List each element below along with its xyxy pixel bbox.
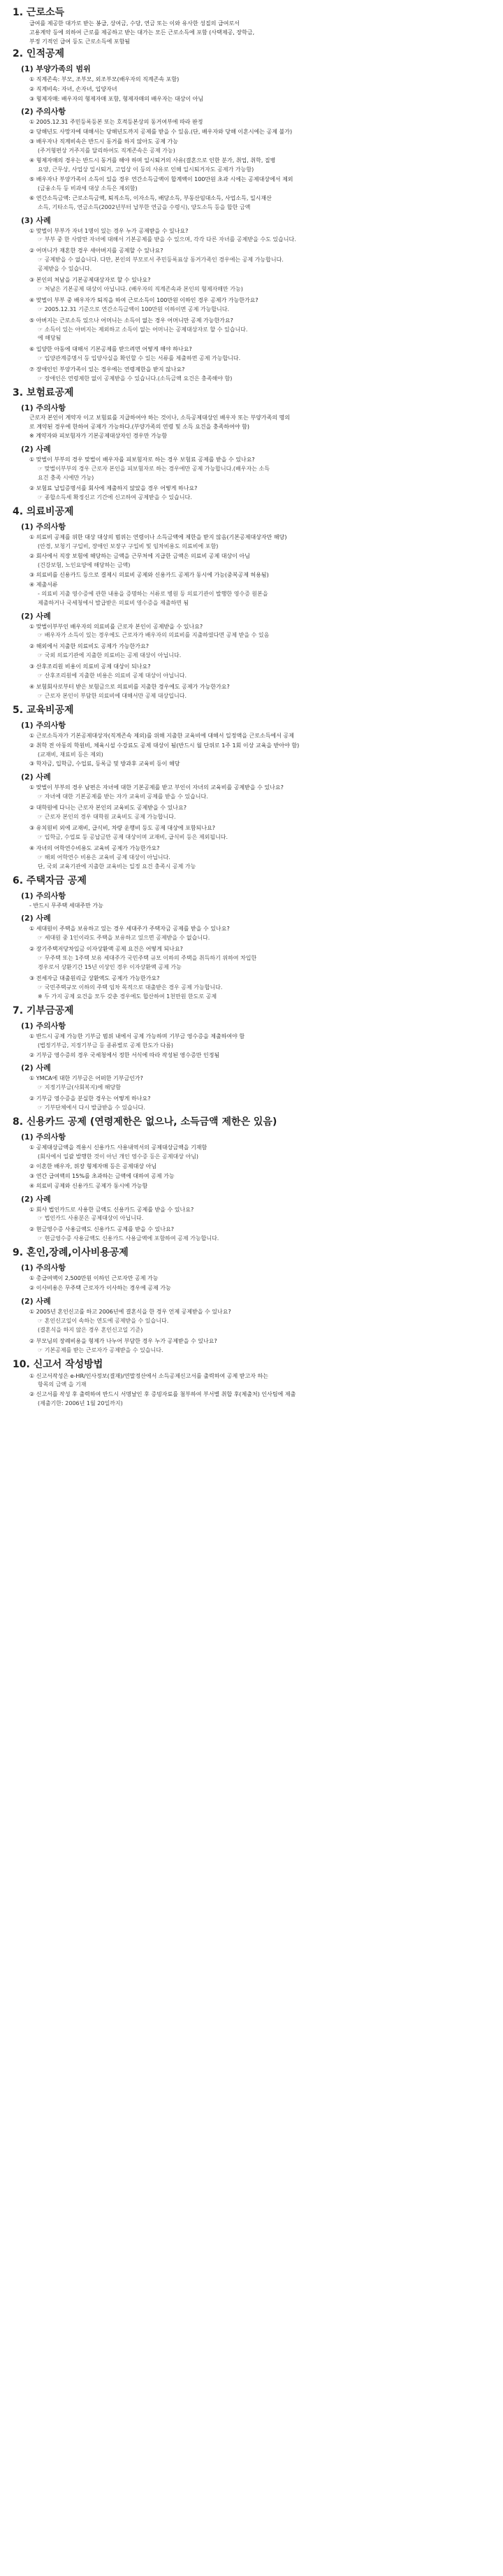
item-text: ② 신고서를 작성 후 출력하여 반드시 서명날인 후 증빙자료를 첨부하여 부서별 취합 후(제출처) 인사팀에 제출 [29,1391,296,1398]
question: ① 회사 법인카드로 사용한 금액도 신용카드 공제를 받을 수 있나요? [29,1206,194,1213]
question: ⑤ 아버지는 근로소득 있으나 어머니는 소득이 없는 경우 어머니만 공제 가능한가요? [29,317,233,324]
section-title: 1. 근로소득 [13,7,65,18]
subsection-lead [13,414,492,441]
item-note: 항목의 금액 을 기재 [38,1381,87,1388]
list-item [29,760,492,769]
lead-line: 부정 기적인 급여 등도 근로소득에 포함됨 [29,38,131,45]
question: ⑥ 입양한 아동에 대해서 기본공제를 받으려면 어떻게 해야 하나요? [29,346,192,353]
qa-list [13,623,492,701]
qa-item [29,642,492,661]
question: ④ 자녀의 어학연수비용도 교육비 공제가 가능한가요? [29,844,160,851]
list-item [29,732,492,741]
section-title: 8. 신용카드 공제 (연령제한은 없으나, 소득금액 제한은 있음) [13,1116,277,1128]
qa-item [29,366,492,384]
subsection-title: (1) 주의사항 [21,522,66,532]
answer: ☞ 해외 어학연수 비용은 교육비 공제 대상이 아닙니다. [38,854,170,861]
question: ③ 산후조리원 비용이 의료비 공제 대상이 되나요? [29,663,151,670]
item-text: ② 기부금 영수증의 경우 국세청에서 정한 서식에 따라 작성된 영수증만 인정됨 [29,1051,220,1058]
qa-item [29,484,492,503]
qa-item [29,1095,492,1113]
lead-line: 급여를 제공한 대가로 받는 봉급, 상여금, 수당, 연금 또는 이와 유사한 성질의 급여로서 [29,20,240,27]
list-item [29,118,492,127]
answer: ☞ 근로자 본인의 경우 대학원 교육비도 공제 가능합니다. [38,814,176,821]
question: ② 어머니가 재혼한 경우 새아버지를 공제할 수 있나요? [29,247,163,254]
subsection-title: (1) 주의사항 [21,720,66,730]
item-text: ③ 의료비를 신용카드 등으로 결제시 의료비 공제와 신용카드 공제가 동시에 가능(중복공제 허용됨) [29,571,269,578]
lead-line: ※ 계약자와 피보험자가 기본공제대상자인 경우만 가능함 [29,432,168,439]
answer: ☞ 혼인신고일이 속하는 연도에 공제받을 수 있습니다. [38,1317,169,1324]
item-note: (안경, 보청기 구입비, 장애인 보장구 구입비 및 임차비용도 의료비에 포함) [38,543,219,550]
question: ① 맞벌이 부부의 경우 남편은 자녀에 대한 기본공제를 받고 부인이 자녀의 교육비를 공제받을 수 있나요? [29,784,284,791]
qa-item [29,945,492,972]
answer: ☞ 부부 중 한 사람만 자녀에 대해서 기본공제를 받을 수 있으며, 각각 다른 자녀를 공제받을 수도 있습니다. [38,236,296,243]
subsection-title: (1) 주의사항 [21,1263,66,1273]
item-note: (건강보험, 노인요양에 해당하는 금액) [38,561,131,568]
item-list [13,75,492,104]
item-text: ④ 형제자매의 경우는 반드시 동거를 해야 하며 일시퇴거의 사유(결혼으로 인한 분가, 취업, 취학, 질병 [29,157,276,164]
qa-item [29,804,492,822]
qa-list [13,1206,492,1244]
qa-item [29,683,492,701]
section [13,703,492,872]
list-item [29,571,492,580]
item-note: 제출하거나 국세청에서 발급받은 의료비 영수증을 제출하면 됨 [38,599,189,606]
answer: ☞ 국민주택규모 이하의 주택 임차 목적으로 대출받은 경우 공제 가능합니다. [38,984,223,991]
list-item [29,194,492,213]
question: ② 대학원에 다니는 근로자 본인의 교육비도 공제받을 수 있나요? [29,805,187,812]
section [13,6,492,47]
question: ③ 본인의 처남을 기본공제대상자로 할 수 있나요? [29,277,151,284]
item-text: ③ 배우자나 직계비속은 반드시 동거를 하지 않아도 공제 가능 [29,138,178,145]
qa-item [29,1225,492,1244]
item-text: ② 취학 전 아동의 학원비, 체육시설 수강료도 공제 대상이 됨(반드시 월 단위로 1주 1회 이상 교육을 받아야 함) [29,742,300,749]
answer: ☞ 기본공제를 받는 근로자가 공제받을 수 있습니다. [38,1346,163,1353]
item-note: - 의료비 지출 영수증에 관한 내용을 증명하는 서류로 병원 등 의료기관이 발행한 영수증 원본을 [38,590,268,597]
answer: ☞ 공제받을 수 없습니다. 다만, 본인의 부모로서 주민등록표상 동거가족인 경우에는 공제 가능합니다. [38,257,284,264]
qa-list [13,1074,492,1113]
lead-line: 로 계약된 경우에 한하여 공제가 가능하다.(부양가족의 연령 및 소득 요건을 충족하여야 함) [29,423,249,430]
item-note: (제출기한: 2006년 1월 20일까지) [38,1400,123,1407]
item-note: 소득, 기타소득, 연금소득(2002년부터 납부한 연금을 수령시), 양도소득 등을 합한 금액 [38,203,251,210]
answer: ※ 두 가지 공제 요건을 모두 갖춘 경우에도 합산하여 1천만원 한도로 공제 [38,993,217,1000]
qa-item [29,227,492,245]
item-text: ③ 형제자매: 배우자의 형제자매 포함, 형제자매의 배우자는 대상이 아님 [29,95,204,102]
subsection-title: (1) 주의사항 [21,1132,66,1142]
answer: ☞ 소득이 있는 아버지는 제외하고 소득이 없는 어머니는 공제대상자로 할 수 있습니다. [38,326,248,333]
list-item [29,175,492,194]
section [13,1004,492,1113]
qa-item [29,345,492,364]
section [13,47,492,384]
answer: ☞ 현금영수증 사용금액도 신용카드 사용금액에 포함하여 공제 가능합니다. [38,1235,219,1242]
item-text: ① 반드시 공제 가능한 기부금 범위 내에서 공제 가능하며 기부금 영수증을 제출하여야 함 [29,1032,245,1039]
item-text: ⑤ 배우자나 부양가족이 소득이 있을 경우 연간소득금액이 합계액이 100만원 초과 시에는 공제대상에서 제외 [29,175,293,182]
section [13,1246,492,1355]
list-item [29,1032,492,1051]
answer: ☞ 법인카드 사용분은 공제대상이 아닙니다. [38,1215,144,1222]
item-note: (교재비, 재료비 등은 제외) [38,751,103,758]
question: ⑦ 장애인인 부양가족이 있는 경우에는 연령제한을 받지 않나요? [29,366,185,373]
subsection-title: (1) 부양가족의 범위 [21,64,91,73]
section-title: 2. 인적공제 [13,48,65,59]
item-list [13,1144,492,1191]
qa-item [29,1308,492,1335]
section [13,505,492,701]
qa-list [13,227,492,384]
answer: ☞ 기부단체에서 다시 발급받을 수 있습니다. [38,1104,145,1111]
list-item [29,1051,492,1060]
question: ③ 유치원비 외에 교재비, 급식비, 차량 운행비 등도 공제 대상에 포함되나요? [29,825,216,831]
item-list [13,1274,492,1293]
question: ② 현금영수증 사용금액도 신용카드 공제를 받을 수 있나요? [29,1226,174,1233]
qa-item [29,844,492,872]
subsection-title: (2) 사례 [21,444,51,454]
qa-list [13,784,492,871]
item-list [13,1372,492,1409]
item-text: ④ 의료비 공제와 신용카드 공제가 동시에 가능함 [29,1182,148,1189]
qa-item [29,1206,492,1224]
item-text: ⑥ 연간소득금액: 근로소득금액, 퇴직소득, 이자소득, 배당소득, 부동산임대소득, 사업소득, 일시재산 [29,194,272,201]
answer: ☞ 배우자가 소득이 있는 경우에도 근로자가 배우자의 의료비를 지출하였다면 공제 받을 수 있음 [38,632,270,639]
answer: 요건 충족 시에만 가능) [38,474,94,481]
lead-line: 근로자 본인이 계약자 이고 보험료를 지급하여야 하는 것이나, 소득공제대상인 배우자 또는 부양가족의 명의 [29,415,291,421]
item-text: ① 2005.12.31 주민등록등본 또는 호적등본상의 동거여부에 따라 판정 [29,119,203,126]
subsection-lead [13,902,492,911]
qa-item [29,1074,492,1093]
answer: ☞ 무주택 또는 1주택 보유 세대주가 국민주택 규모 이하의 주택을 취득하기 위하여 차입한 [38,955,257,962]
answer: ☞ 2005.12.31 기준으로 연간소득금액이 100만원 이하이면 공제 가능합니다. [38,305,230,312]
section-title: 4. 의료비공제 [13,506,74,518]
qa-item [29,456,492,483]
subsection-title: (2) 사례 [21,1297,51,1306]
question: ② 장기주택저당차입금 이자상환액 공제 요건은 어떻게 되나요? [29,946,183,953]
item-note: (법정기부금, 지정기부금 등 종류별로 공제 한도가 다름) [38,1042,174,1049]
answer: ☞ 맞벌이부부의 경우 근로자 본인을 피보험자로 하는 경우에만 공제 가능합니다.(배우자는 소득 [38,465,270,472]
answer: ☞ 세대원 중 1인이라도 주택을 보유하고 있으면 공제받을 수 없습니다. [38,935,210,942]
list-item [29,1274,492,1283]
qa-item [29,824,492,842]
item-text: ① 의료비 공제를 위한 대상 대상의 범위는 연령이나 소득금액에 제한을 받지 않음(기본공제대상자만 해당) [29,534,287,541]
item-text: ② 이사비용은 무주택 근로자가 이사하는 경우에 공제 가능 [29,1285,171,1292]
answer: ☞ 자녀에 대한 기본공제를 받는 자가 교육비 공제를 받을 수 있습니다. [38,793,208,800]
answer: ☞ 근로자 본인이 부담한 의료비에 대해서만 공제 대상입니다. [38,692,187,699]
lead-line: 고용계약 등에 의하여 근로를 제공하고 받는 대가는 모든 근로소득에 포함 (사택제공, 장학금, [29,29,255,36]
question: ④ 맞벌이 부부 중 배우자가 퇴직을 하여 근로소득이 100만원 이하인 경우 공제가 가능한가요? [29,296,258,303]
item-note: (회사에서 일괄 발행한 것이 아닌 개인 영수증 등은 공제대상 아님) [38,1153,199,1160]
question: ② 보험료 납입증명서를 회사에 제출하지 않았을 경우 어떻게 하나요? [29,485,198,492]
item-note: (주거형편상 거주지를 달리하여도 직계존속은 공제 가능) [38,147,175,154]
item-text: ① 직계존속: 부모, 조부모, 외조부모(배우자의 직계존속 포함) [29,75,180,82]
section-lead [13,20,492,47]
qa-item [29,974,492,1002]
answer: 단, 국외 교육기관에 지출한 교육비는 일정 요건 충족시 공제 가능 [38,863,196,870]
list-item [29,581,492,608]
qa-list [13,456,492,503]
section-title: 5. 교육비공제 [13,704,74,716]
qa-item [29,663,492,681]
item-text: ② 회사에서 직장 보험에 해당하는 금액을 근무처에 지급한 금액은 의료비 공제 대상이 아님 [29,553,250,560]
list-item [29,138,492,156]
question: ① 2005년 혼인신고를 하고 2006년에 결혼식을 한 경우 언제 공제받을 수 있나요? [29,1309,231,1315]
qa-list [13,1308,492,1355]
item-list [13,732,492,770]
answer: 에 해당됨 [38,335,61,342]
section [13,386,492,503]
list-item [29,85,492,94]
list-item [29,533,492,552]
list-item [29,552,492,570]
answer: (결혼식을 하지 않은 경우 혼인신고일 기준) [38,1326,143,1333]
qa-item [29,623,492,641]
item-text: ④ 제출서류 [29,581,58,588]
list-item [29,1390,492,1409]
subsection-title: (2) 사례 [21,611,51,621]
item-text: ② 이혼한 배우자, 위장 형제자매 등은 공제대상 아님 [29,1163,157,1170]
qa-list [13,925,492,1001]
question: ④ 보험회사로부터 받은 보험금으로 의료비를 지출한 경우에도 공제가 가능한가요? [29,683,230,690]
answer: ☞ 장애인은 연령제한 없이 공제받을 수 있습니다.(소득금액 요건은 충족해야 함) [38,375,233,382]
section [13,874,492,1002]
list-item [29,1372,492,1390]
item-list [13,118,492,212]
list-item [29,128,492,137]
answer: ☞ 종합소득세 확정신고 기간에 신고하여 공제받을 수 있습니다. [38,494,192,501]
question: ② 기부금 영수증을 분실한 경우는 어떻게 하나요? [29,1095,151,1102]
section-title: 9. 혼인,장례,이사비용공제 [13,1247,129,1259]
section-title: 3. 보험료공제 [13,387,74,398]
question: ① 세대원이 주택을 보유하고 있는 경우 세대주가 주택자금 공제를 받을 수 있나요? [29,926,230,933]
question: ① 맞벌이 부부가 자녀 1명이 있는 경우 누가 공제받을 수 있나요? [29,227,189,234]
list-item [29,742,492,760]
answer: ☞ 처남은 기본공제 대상이 아닙니다. (배우자의 직계존속과 본인의 형제자매만 가능) [38,285,243,292]
answer: 공제받을 수 있습니다. [38,266,92,273]
list-item [29,1172,492,1181]
subsection-title: (1) 주의사항 [21,403,66,412]
answer: ☞ 입양관계증명서 등 입양사실을 확인할 수 있는 서류를 제출하면 공제 가능합니다. [38,355,241,362]
answer: ☞ 입학금, 수업료 등 공납금만 공제 대상이며 교재비, 급식비 등은 제외됩니다. [38,833,228,840]
qa-item [29,247,492,274]
subsection-title: (2) 사례 [21,1194,51,1204]
subsection-title: (2) 사례 [21,1063,51,1073]
list-item [29,1163,492,1172]
answer: ☞ 산후조리원에 지출한 비용은 의료비 공제 대상이 아닙니다. [38,672,187,679]
item-note: (금융소득 등 비과세 대상 소득은 제외함) [38,185,138,192]
item-text: ③ 연간 급여액의 15%를 초과하는 금액에 대하여 공제 가능 [29,1172,175,1179]
qa-item [29,1337,492,1355]
answer: ☞ 지정기부금(사회복지)에 해당함 [38,1084,121,1091]
qa-item [29,317,492,344]
question: ① 맞벌이 부부의 경우 맞벌이 배우자를 피보험자로 하는 경우 보험료 공제를 받을 수 있나요? [29,456,255,463]
item-text: ① 공제대상금액을 적용시 신용카드 사용내역서의 공제대상금액을 기재함 [29,1144,207,1151]
list-item [29,1144,492,1162]
answer: ☞ 국외 의료기관에 지출한 의료비는 공제 대상이 아닙니다. [38,652,182,659]
qa-item [29,276,492,294]
section [13,1115,492,1244]
subsection-title: (1) 주의사항 [21,1021,66,1030]
list-item [29,157,492,175]
subsection-title: (3) 사례 [21,215,51,225]
qa-item [29,296,492,315]
answer: 경우로서 상환기간 15년 이상인 경우 이자상환액 공제 가능 [38,964,182,971]
list-item [29,1182,492,1191]
subsection-title: (2) 주의사항 [21,107,66,117]
item-text: ① 신고서작성은 e-HR/인사정보(결재)/연말정산에서 소득공제신고서를 출력하여 공제 받고자 하는 [29,1372,268,1379]
subsection-title: (2) 사례 [21,914,51,923]
list-item [29,95,492,104]
list-item [29,1284,492,1293]
section-title: 7. 기부금공제 [13,1005,74,1016]
section-title: 10. 신고서 작성방법 [13,1358,103,1370]
item-text: ③ 학자금, 입학금, 수업료, 등록금 및 방과후 교육비 등이 해당 [29,761,180,768]
qa-item [29,784,492,802]
lead-line: - 반드시 무주택 세대주만 가능 [29,902,103,909]
subsection-title: (1) 주의사항 [21,891,66,900]
subsection-title: (2) 사례 [21,772,51,782]
item-text: ② 직계비속: 자녀, 손자녀, 입양자녀 [29,85,117,92]
list-item [29,75,492,85]
question: ② 부모님의 장례비용을 형제가 나누어 부담한 경우 누가 공제받을 수 있나요? [29,1337,217,1344]
question: ② 해외에서 지출한 의료비도 공제가 가능한가요? [29,643,149,650]
item-text: ② 당해년도 사망자에 대해서는 당해년도까지 공제를 받을 수 있음.(단, 배우자와 당해 이혼시에는 공제 불가) [29,129,293,136]
item-note: 요양, 근무상, 사업상 일시퇴거, 고업상 이 등의 사유로 인해 일시퇴거자도 공제가 가능함) [38,166,254,173]
question: ① YMCA에 대한 기부금은 어떠한 기부금인가? [29,1075,143,1082]
item-list [13,533,492,607]
qa-item [29,925,492,943]
question: ① 맞벌이부부인 배우자의 의료비를 근로자 본인이 공제받을 수 있나요? [29,623,203,630]
section-title: 6. 주택자금 공제 [13,875,87,886]
section [13,1358,492,1409]
item-list [13,1032,492,1060]
item-text: ① 총급여액이 2,500만원 이하인 근로자만 공제 가능 [29,1275,159,1282]
question: ③ 전세자금 대출원리금 상환액도 공제가 가능한가요? [29,974,160,981]
item-text: ① 근로소득자가 기본공제대상자(직계존속 제외)를 위해 지출한 교육비에 대해서 일정액을 근로소득에서 공제 [29,732,294,739]
